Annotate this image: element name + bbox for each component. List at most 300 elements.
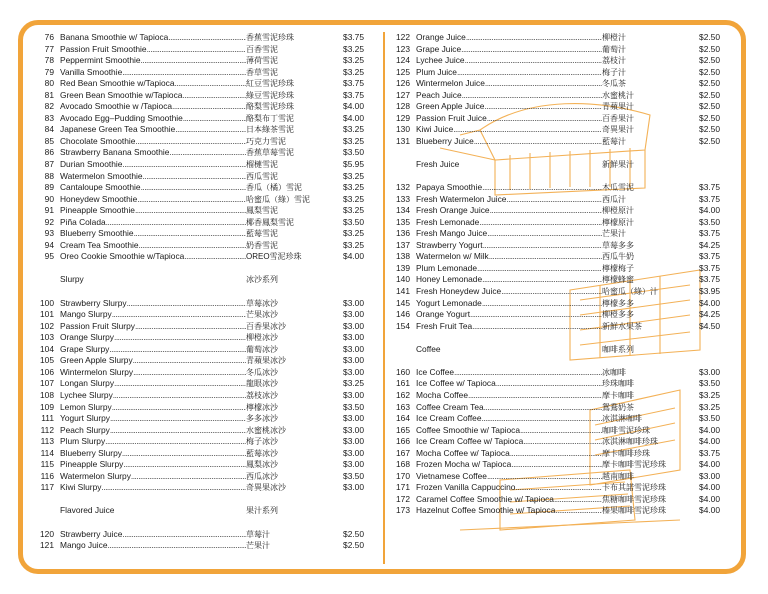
- item-name: Durian Smoothie: [60, 159, 123, 170]
- item-number: 146: [396, 309, 410, 320]
- item-price: $3.25: [343, 182, 364, 193]
- item-price: $3.50: [343, 470, 364, 481]
- item-price: $3.25: [343, 239, 364, 250]
- item-price: $4.00: [699, 459, 720, 470]
- item-number: 95: [44, 251, 54, 262]
- item-name: Caramel Coffee Smoothie w/ Tapioca: [416, 493, 554, 504]
- fresh-juice-section-header: [390, 159, 720, 171]
- item-name-cn: 冬瓜茶: [602, 79, 626, 89]
- leader-dots: [485, 78, 602, 90]
- item-price: $2.50: [699, 66, 720, 77]
- leader-dots: [114, 378, 246, 390]
- leader-dots: [127, 298, 246, 310]
- item-price: $2.50: [343, 540, 364, 551]
- item-price: $3.75: [343, 89, 364, 100]
- item-price: $3.00: [343, 309, 364, 320]
- item-name-cn: 荔枝冰沙: [246, 390, 278, 400]
- item-number: 104: [40, 343, 54, 354]
- item-number: 84: [44, 124, 54, 135]
- item-name: Frozen Vanilla Cappuccino: [416, 482, 516, 493]
- item-number: 100: [40, 297, 54, 308]
- item-name-cn: 百香雪泥: [246, 44, 278, 54]
- leader-dots: [106, 217, 246, 229]
- item-number: 117: [40, 482, 54, 493]
- item-price: $4.50: [699, 320, 720, 331]
- item-number: 120: [40, 528, 54, 539]
- item-number: 107: [40, 378, 54, 389]
- column-divider: [383, 32, 385, 564]
- item-name-cn: 青蘋果汁: [602, 102, 634, 112]
- menu-item: [34, 540, 364, 552]
- item-name-cn: 百香果汁: [602, 113, 634, 123]
- leader-dots: [484, 402, 602, 414]
- menu-item: [34, 459, 364, 471]
- item-price: $4.00: [699, 205, 720, 216]
- item-number: 160: [396, 366, 410, 377]
- menu-item: [390, 436, 720, 448]
- item-price: $4.00: [699, 424, 720, 435]
- item-name: Orange Juice: [416, 32, 466, 42]
- section-title-cn: 咖啡系列: [602, 344, 634, 354]
- item-name: Watermelon w/ Milk: [416, 251, 489, 262]
- leader-dots: [184, 251, 246, 263]
- item-name-cn: 哈蜜瓜（綠）雪泥: [246, 194, 310, 204]
- item-name-cn: 柳橙汁: [602, 33, 626, 42]
- item-price: $3.75: [699, 262, 720, 273]
- item-number: 78: [44, 55, 54, 66]
- item-name-cn: 梅子冰沙: [246, 437, 278, 447]
- leader-dots: [133, 355, 246, 367]
- item-price: $3.00: [699, 470, 720, 481]
- section-title: Flavored Juice: [60, 505, 115, 516]
- item-name: Strawberry Banana Smoothie: [60, 147, 170, 158]
- leader-dots: [147, 44, 246, 56]
- menu-item: [390, 194, 720, 206]
- item-name-cn: 藍莓汁: [602, 136, 626, 146]
- item-name: Fresh Fruit Tea: [416, 320, 473, 331]
- item-number: 172: [396, 493, 410, 504]
- item-name-cn: 青蘋果冰沙: [246, 356, 286, 366]
- item-number: 103: [40, 332, 54, 343]
- menu-item: [390, 309, 720, 321]
- leader-dots: [113, 390, 246, 402]
- item-price: $4.00: [699, 436, 720, 447]
- item-name: Passion Fruit Slurpy: [60, 320, 135, 331]
- coffee-list: [390, 367, 720, 517]
- item-name-cn: 藍莓冰沙: [246, 448, 278, 458]
- menu-item: [390, 482, 720, 494]
- section-title: Fresh Juice: [416, 159, 460, 170]
- leader-dots: [105, 436, 246, 448]
- item-name-cn: 西瓜冰沙: [246, 471, 278, 481]
- item-name: Strawberry Juice: [60, 528, 123, 539]
- item-price: $3.95: [699, 286, 720, 297]
- leader-dots: [114, 332, 246, 344]
- leader-dots: [487, 471, 602, 483]
- item-name: Peach Juice: [416, 89, 462, 100]
- item-price: $3.00: [343, 424, 364, 435]
- leader-dots: [515, 482, 602, 494]
- menu-item: [390, 298, 720, 310]
- item-number: 127: [396, 89, 410, 100]
- item-number: 116: [40, 470, 54, 481]
- item-price: $4.00: [699, 493, 720, 504]
- item-name-cn: 冰淇淋咖啡: [602, 414, 642, 424]
- item-name: Frozen Mocha w/ Tapioca: [416, 459, 512, 470]
- item-name: Coffee Cream Tea: [416, 401, 484, 412]
- menu-item: [34, 78, 364, 90]
- item-name-cn: 葡萄汁: [602, 44, 626, 54]
- menu-item: [34, 402, 364, 414]
- item-number: 129: [396, 112, 410, 123]
- item-name-cn: 草莓多多: [602, 240, 634, 250]
- item-name: Blueberry Juice: [416, 135, 474, 146]
- leader-dots: [490, 205, 602, 217]
- leader-dots: [109, 344, 246, 356]
- item-price: $3.00: [699, 366, 720, 377]
- flavored-juice-section-header: [34, 505, 364, 517]
- item-name-cn: 葡萄冰沙: [246, 344, 278, 354]
- item-price: $3.00: [343, 459, 364, 470]
- menu-item: [34, 298, 364, 310]
- menu-item: [34, 413, 364, 425]
- item-price: $3.50: [699, 413, 720, 424]
- menu-item: [34, 309, 364, 321]
- menu-item: [34, 205, 364, 217]
- section-title-cn: 冰沙系列: [246, 275, 278, 285]
- item-name: Passion Fruit Juice: [416, 112, 487, 123]
- menu-item: [34, 159, 364, 171]
- item-name-cn: 冰淇淋咖啡珍珠: [602, 437, 658, 447]
- item-name: Honeydew Smoothie: [60, 193, 138, 204]
- item-number: 85: [44, 135, 54, 146]
- leader-dots: [135, 136, 246, 148]
- item-price: $3.75: [699, 251, 720, 262]
- slurpy-list: [34, 298, 364, 494]
- item-name-cn: 草莓冰沙: [246, 298, 278, 308]
- item-name: Banana Smoothie w/ Tapioca: [60, 32, 169, 42]
- menu-item: [390, 32, 720, 44]
- item-number: 92: [44, 216, 54, 227]
- item-price: $3.25: [343, 66, 364, 77]
- item-name: Piña Colada: [60, 216, 106, 227]
- section-title-cn: 果汁系列: [246, 506, 278, 516]
- item-name: Kiwi Juice: [416, 124, 454, 135]
- item-name: Grape Slurpy: [60, 343, 110, 354]
- item-number: 89: [44, 182, 54, 193]
- item-price: $4.25: [699, 239, 720, 250]
- item-name-cn: 檸檬原汁: [602, 217, 634, 227]
- item-name-cn: 草莓汁: [246, 529, 270, 539]
- item-name-cn: 新鮮水果茶: [602, 321, 642, 331]
- item-number: 105: [40, 355, 54, 366]
- menu-item: [34, 147, 364, 159]
- item-number: 133: [396, 193, 410, 204]
- leader-dots: [135, 205, 246, 217]
- menu-item: [34, 482, 364, 494]
- leader-dots: [135, 321, 246, 333]
- item-name: Plum Juice: [416, 66, 457, 77]
- menu-item: [390, 90, 720, 102]
- leader-dots: [481, 413, 602, 425]
- item-price: $2.50: [699, 89, 720, 100]
- menu-item: [34, 355, 364, 367]
- item-name-cn: 珍珠咖啡: [602, 379, 634, 389]
- item-name-cn: 咖啡雪泥珍珠: [602, 425, 650, 435]
- menu-item: [390, 124, 720, 136]
- menu-item: [34, 67, 364, 79]
- smoothie-list: [34, 32, 364, 263]
- item-price: $2.50: [699, 124, 720, 135]
- item-number: 162: [396, 389, 410, 400]
- item-price: $3.75: [699, 274, 720, 285]
- item-name-cn: 榴槤雪泥: [246, 160, 278, 170]
- item-price: $2.50: [699, 32, 720, 42]
- item-price: $3.25: [343, 55, 364, 66]
- item-number: 109: [40, 401, 54, 412]
- leader-dots: [472, 321, 602, 333]
- item-number: 113: [40, 436, 54, 447]
- item-number: 94: [44, 239, 54, 250]
- leader-dots: [122, 448, 246, 460]
- menu-item: [390, 494, 720, 506]
- item-price: $4.00: [343, 112, 364, 123]
- leader-dots: [137, 194, 246, 206]
- leader-dots: [482, 298, 602, 310]
- left-menu-column: [34, 32, 364, 552]
- leader-dots: [474, 136, 602, 148]
- item-price: $4.00: [699, 505, 720, 516]
- item-name-cn: 芒果汁: [602, 229, 626, 239]
- item-name: Lemon Slurpy: [60, 401, 112, 412]
- item-name-cn: 檸檬多多: [602, 298, 634, 308]
- item-name-cn: 冬瓜冰沙: [246, 367, 278, 377]
- leader-dots: [482, 182, 602, 194]
- item-name: Chocolate Smoothie: [60, 135, 136, 146]
- menu-item: [34, 425, 364, 437]
- item-number: 165: [396, 424, 410, 435]
- item-price: $5.95: [343, 159, 364, 170]
- item-price: $3.25: [343, 170, 364, 181]
- menu-item: [390, 367, 720, 379]
- item-name: Fresh Honeydew Juice: [416, 286, 502, 297]
- menu-item: [390, 67, 720, 79]
- item-name: Strawberry Slurpy: [60, 297, 127, 308]
- item-number: 134: [396, 205, 410, 216]
- item-number: 91: [44, 205, 54, 216]
- leader-dots: [511, 459, 602, 471]
- item-name: Orange Yogurt: [416, 309, 471, 320]
- item-name: Mango Juice: [60, 540, 108, 551]
- item-name-cn: 柳橙冰沙: [246, 333, 278, 343]
- item-name-cn: 綠豆雪泥珍珠: [246, 90, 294, 100]
- menu-item: [390, 459, 720, 471]
- menu-item: [390, 251, 720, 263]
- item-number: 79: [44, 66, 54, 77]
- item-name: Grape Juice: [416, 43, 462, 54]
- leader-dots: [466, 32, 602, 44]
- item-name-cn: 藍莓雪泥: [246, 229, 278, 239]
- item-name: Papaya Smoothie: [416, 182, 483, 193]
- menu-item: [390, 78, 720, 90]
- leader-dots: [134, 228, 246, 240]
- item-price: $3.00: [343, 366, 364, 377]
- leader-dots: [477, 263, 602, 275]
- item-name: Pineapple Smoothie: [60, 205, 135, 216]
- menu-item: [34, 124, 364, 136]
- item-name: Ice Cream Coffee w/ Tapioca: [416, 436, 524, 447]
- right-menu-column: [390, 32, 720, 517]
- menu-item: [34, 90, 364, 102]
- item-name: Avocado Smoothie w /Tapioca: [60, 101, 173, 112]
- item-price: $2.50: [699, 43, 720, 54]
- menu-item: [34, 194, 364, 206]
- leader-dots: [175, 78, 246, 90]
- item-price: $4.00: [699, 482, 720, 493]
- item-price: $3.50: [343, 147, 364, 158]
- item-price: $3.25: [343, 193, 364, 204]
- menu-item: [34, 436, 364, 448]
- item-number: 171: [396, 482, 410, 493]
- item-price: $2.50: [699, 78, 720, 89]
- menu-item: [34, 344, 364, 356]
- item-number: 77: [44, 43, 54, 54]
- item-price: $3.50: [343, 401, 364, 412]
- menu-item: [34, 529, 364, 541]
- menu-item: [34, 390, 364, 402]
- menu-item: [34, 171, 364, 183]
- item-name-cn: OREO雪泥珍珠: [246, 252, 302, 262]
- item-number: 167: [396, 447, 410, 458]
- item-name: Japanese Green Tea Smoothie: [60, 124, 176, 135]
- item-number: 102: [40, 320, 54, 331]
- item-number: 125: [396, 66, 410, 77]
- leader-dots: [520, 425, 602, 437]
- item-name: Avocado Egg–Pudding Smoothie: [60, 112, 183, 123]
- item-name-cn: 鳳梨冰沙: [246, 460, 278, 470]
- item-name: Mocha Coffee: [416, 389, 468, 400]
- menu-item: [390, 402, 720, 414]
- section-title: Coffee: [416, 343, 441, 354]
- item-number: 161: [396, 378, 410, 389]
- item-price: $3.50: [699, 378, 720, 389]
- item-number: 170: [396, 470, 410, 481]
- item-name-cn: 薄荷雪泥: [246, 56, 278, 66]
- leader-dots: [483, 240, 602, 252]
- leader-dots: [461, 44, 602, 56]
- item-name-cn: 越南咖啡: [602, 471, 634, 481]
- item-number: 130: [396, 124, 410, 135]
- leader-dots: [523, 436, 602, 448]
- menu-item: [34, 251, 364, 263]
- item-name: Honey Lemonade: [416, 274, 483, 285]
- item-number: 112: [40, 424, 54, 435]
- item-number: 114: [40, 447, 54, 458]
- item-number: 121: [40, 540, 54, 551]
- item-number: 93: [44, 228, 54, 239]
- item-number: 106: [40, 366, 54, 377]
- leader-dots: [143, 171, 246, 183]
- item-name: Oreo Cookie Smoothie w/Tapioca: [60, 251, 185, 262]
- item-name: Ice Coffee: [416, 366, 455, 377]
- item-name-cn: 奇異果冰沙: [246, 483, 286, 493]
- menu-item: [390, 182, 720, 194]
- item-name: Lychee Slurpy: [60, 389, 113, 400]
- leader-dots: [122, 67, 246, 79]
- leader-dots: [489, 251, 602, 263]
- item-name-cn: 水蜜桃冰沙: [246, 425, 286, 435]
- item-price: $3.25: [699, 401, 720, 412]
- item-name-cn: 鴛鴦奶茶: [602, 402, 634, 412]
- leader-dots: [462, 90, 602, 102]
- item-name-cn: 檸檬冰沙: [246, 402, 278, 412]
- leader-dots: [554, 494, 602, 506]
- section-title-cn: 新鮮果汁: [602, 160, 634, 170]
- item-name-cn: 榛果咖啡雪泥珍珠: [602, 506, 666, 516]
- item-name-cn: 香草雪泥: [246, 67, 278, 77]
- item-price: $2.50: [343, 528, 364, 539]
- leader-dots: [110, 425, 246, 437]
- item-price: $4.00: [699, 297, 720, 308]
- item-number: 101: [40, 309, 54, 320]
- item-price: $3.00: [343, 320, 364, 331]
- item-name-cn: 柳橙多多: [602, 310, 634, 320]
- item-name: Longan Slurpy: [60, 378, 115, 389]
- item-name-cn: 檸檬蜂蜜: [602, 275, 634, 285]
- item-price: $3.00: [343, 482, 364, 493]
- item-name: Hazelnut Coffee Smoothie w/ Tapioca: [416, 505, 556, 516]
- item-price: $3.00: [343, 332, 364, 343]
- item-name: Strawberry Yogurt: [416, 239, 483, 250]
- item-name-cn: 西瓜牛奶: [602, 252, 634, 262]
- item-price: $3.00: [343, 355, 364, 366]
- leader-dots: [506, 194, 602, 206]
- menu-item: [34, 240, 364, 252]
- item-price: $2.50: [699, 55, 720, 66]
- item-number: 166: [396, 436, 410, 447]
- menu-item: [390, 205, 720, 217]
- item-price: $2.50: [699, 135, 720, 146]
- item-name: Fresh Mango Juice: [416, 228, 488, 239]
- item-number: 111: [41, 413, 54, 424]
- item-number: 81: [44, 89, 54, 100]
- item-price: $3.50: [343, 216, 364, 227]
- item-name-cn: 芒果冰沙: [246, 310, 278, 320]
- item-number: 140: [396, 274, 410, 285]
- item-number: 168: [396, 459, 410, 470]
- leader-dots: [169, 147, 246, 159]
- leader-dots: [112, 309, 246, 321]
- item-price: $3.75: [343, 78, 364, 89]
- leader-dots: [139, 240, 246, 252]
- menu-item: [34, 367, 364, 379]
- item-number: 131: [396, 135, 410, 146]
- menu-item: [390, 101, 720, 113]
- item-number: 154: [396, 320, 410, 331]
- item-name-cn: 香蕉雪泥珍珠: [246, 33, 294, 42]
- leader-dots: [183, 113, 246, 125]
- leader-dots: [141, 55, 246, 67]
- item-name-cn: 柳橙原汁: [602, 206, 634, 216]
- item-name-cn: 酪梨雪泥珍珠: [246, 102, 294, 112]
- item-price: $3.25: [343, 43, 364, 54]
- menu-item: [34, 321, 364, 333]
- item-name: Vanilla Smoothie: [60, 66, 123, 77]
- menu-item: [390, 321, 720, 333]
- item-price: $3.00: [343, 447, 364, 458]
- item-name: Lychee Juice: [416, 55, 465, 66]
- item-name: Yogurt Lemonade: [416, 297, 482, 308]
